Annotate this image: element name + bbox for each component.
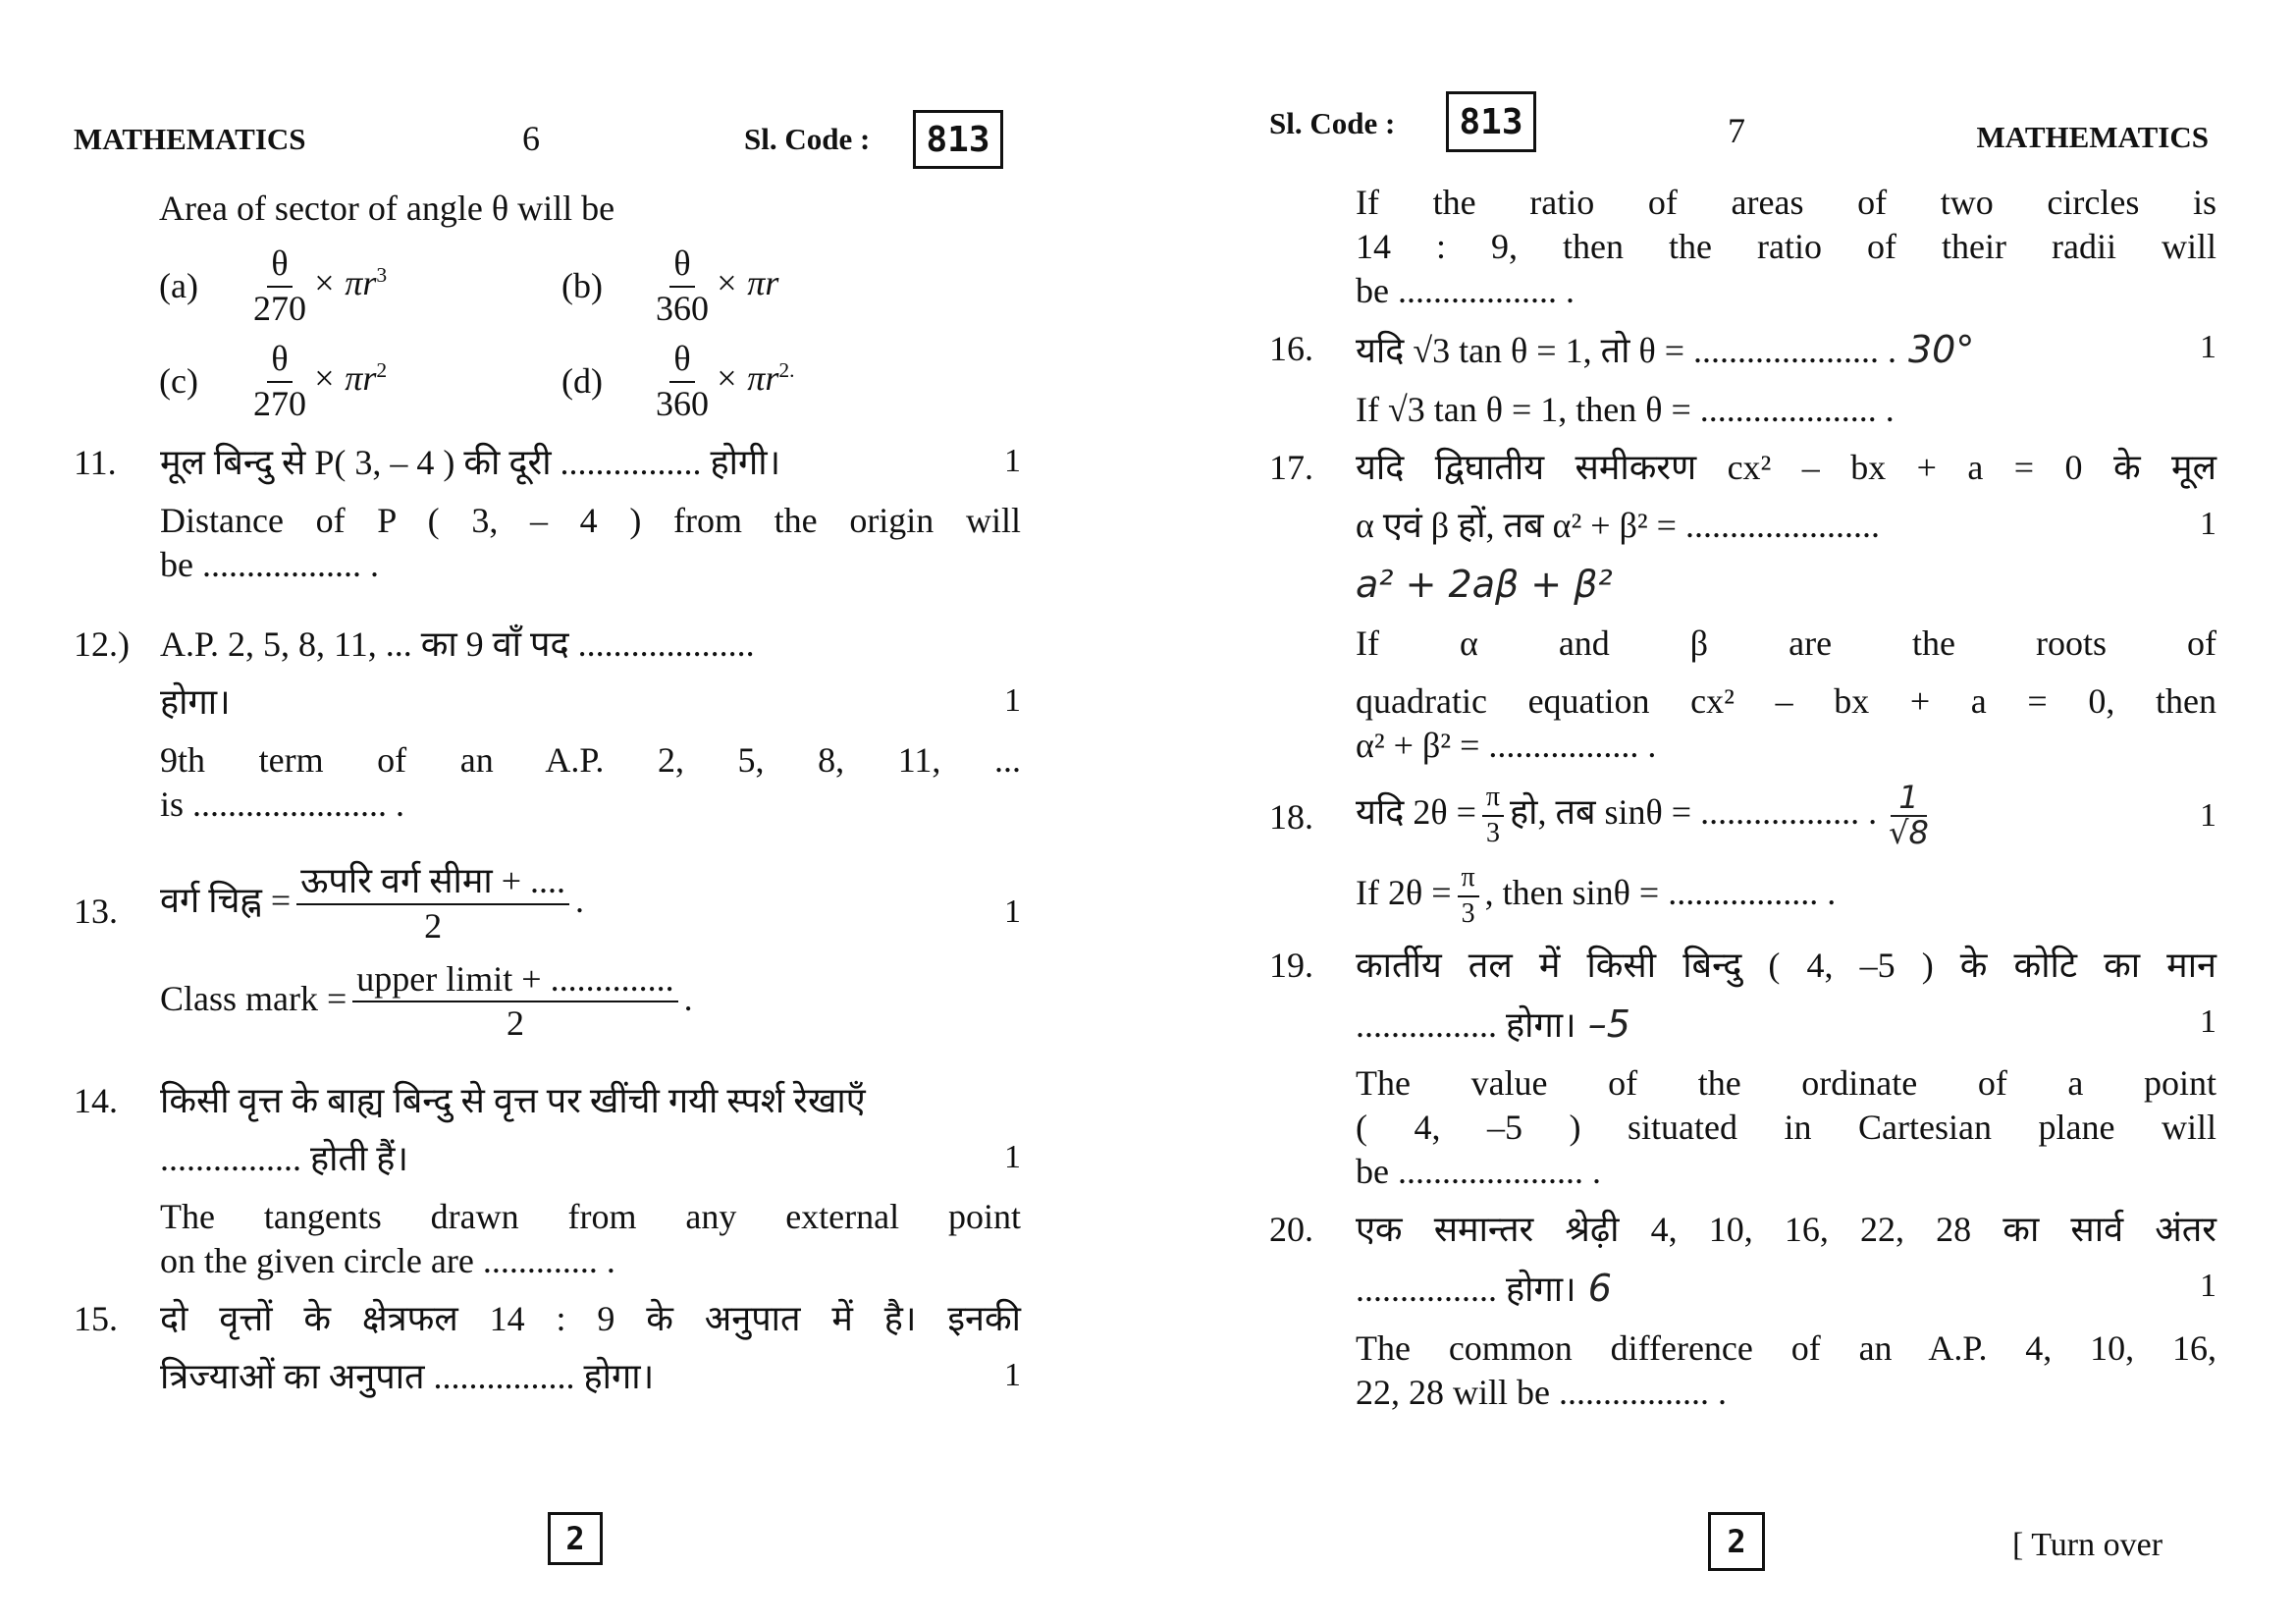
- question-11: [74, 441, 1021, 601]
- marks: 1: [2200, 797, 2216, 834]
- question-17: [1269, 446, 2216, 783]
- question-number: 12.): [74, 624, 130, 665]
- question-english-cont: , then sinθ = ................. .: [1484, 873, 1837, 913]
- q10-stem: Area of sector of angle θ will be: [159, 189, 615, 228]
- question-english-cont: be ..................... .: [1356, 1152, 1601, 1192]
- term: × πr: [312, 358, 377, 399]
- class-mark-label-hindi: वर्ग चिह्न =: [160, 881, 292, 921]
- question-hindi: किसी वृत्त के बाह्य बिन्दु से वृत्त पर खींची गयी स्पर्श रेखाएँ: [160, 1080, 866, 1120]
- question-english: The tangents drawn from any external point: [160, 1196, 1021, 1236]
- term: × πr: [312, 262, 377, 302]
- question-18: [1269, 779, 2216, 944]
- term: × πr: [715, 262, 779, 302]
- question-english-cont: is ...................... .: [160, 785, 405, 825]
- denominator: 270: [253, 288, 306, 328]
- question-hindi: मूल बिन्दु से P( 3, – 4 ) की दूरी ................ होगी।: [160, 443, 781, 483]
- question-english: If 2θ =: [1356, 873, 1452, 913]
- question-number: 16.: [1269, 329, 1313, 368]
- question-number: 14.: [74, 1080, 118, 1120]
- numerator: θ: [267, 340, 292, 383]
- marks: 1: [1004, 443, 1021, 480]
- question-number: 17.: [1269, 447, 1313, 487]
- handwritten-answer-denominator: √8: [1889, 813, 1929, 851]
- denominator: 2: [424, 905, 443, 946]
- question-number: 20.: [1269, 1210, 1313, 1250]
- numerator: upper limit + ..............: [352, 960, 677, 1003]
- handwritten-answer: [1889, 779, 1929, 851]
- question-14: [74, 1079, 1021, 1297]
- question-hindi-cont: त्रिज्याओं का अनुपात ................ होगा।: [160, 1356, 655, 1396]
- turn-over-label: [ Turn over: [2012, 1527, 2163, 1563]
- question-hindi-cont: होगा।: [160, 682, 231, 723]
- question-english-cont: be .................. .: [160, 545, 379, 585]
- exponent: 2: [376, 358, 388, 383]
- denominator: 360: [656, 383, 709, 423]
- option-d-label: (d): [561, 361, 603, 402]
- marks: 1: [1004, 1138, 1021, 1175]
- marks: 1: [1004, 893, 1021, 931]
- question-english-cont: ( 4, –5 ) situated in Cartesian plane will: [1356, 1108, 2216, 1148]
- numerator: π: [1458, 863, 1479, 897]
- exponent: 3: [376, 262, 388, 287]
- numerator: π: [1482, 783, 1504, 817]
- code-box: 813: [1446, 91, 1536, 152]
- code-label: Sl. Code :: [744, 122, 871, 156]
- term: × πr: [715, 358, 779, 399]
- question-english-cont: on the given circle are ............. .: [160, 1240, 615, 1280]
- question-english-cont: be .................. .: [1356, 271, 1575, 310]
- exponent: 2.: [778, 358, 795, 383]
- marks: 1: [2200, 1268, 2216, 1305]
- question-hindi-cont: ................ होती हैं।: [160, 1138, 409, 1178]
- question-english: If the ratio of areas of two circles is: [1356, 183, 2216, 222]
- handwritten-answer-numerator: 1: [1891, 782, 1926, 817]
- question-hindi: यदि 2θ =: [1356, 791, 1476, 832]
- question-english-cont: 14 : 9, then the ratio of their radii will: [1356, 227, 2216, 266]
- question-english: The common difference of an A.P. 4, 10, 16,: [1356, 1327, 2216, 1368]
- left-content: [74, 187, 1021, 1413]
- fraction: [352, 960, 677, 1044]
- question-english: 9th term of an A.P. 2, 5, 8, 11, ...: [160, 740, 1021, 781]
- period: .: [683, 978, 693, 1018]
- numerator: ऊपरि वर्ग सीमा + ....: [296, 862, 569, 905]
- question-hindi: कार्तीय तल में किसी बिन्दु ( 4, –5 ) के कोटि का मान: [1356, 945, 2216, 985]
- option-b-formula: [650, 244, 964, 328]
- numerator: θ: [267, 244, 292, 288]
- question-english: If α and β are the roots of: [1356, 623, 2216, 663]
- question-10: [74, 187, 1021, 423]
- fraction: [1458, 863, 1479, 930]
- code-box: 813: [913, 110, 1003, 169]
- question-number: 15.: [74, 1298, 118, 1338]
- question-hindi: दो वृत्तों के क्षेत्रफल 14 : 9 के अनुपात में है। इनकी: [160, 1298, 1021, 1338]
- page-header: [1269, 0, 2216, 187]
- question-15: [74, 1297, 1021, 1413]
- question-12: [74, 623, 1021, 840]
- fraction-hindi: [296, 862, 569, 946]
- period: .: [575, 881, 585, 921]
- class-mark-label: Class mark =: [160, 978, 347, 1018]
- handwritten-answer: –5: [1587, 1001, 1630, 1046]
- option-c-formula: [247, 340, 561, 423]
- right-footer-page-box: 2: [1708, 1512, 1765, 1571]
- question-16: [1269, 327, 2216, 446]
- marks: 1: [2200, 505, 2216, 542]
- page-number: 7: [1728, 111, 1745, 150]
- question-20: [1269, 1208, 2216, 1429]
- question-19: [1269, 944, 2216, 1209]
- numerator: θ: [669, 244, 694, 288]
- question-13: [74, 862, 1021, 1056]
- question-hindi-cont: हो, तब sinθ = .................. .: [1510, 791, 1878, 832]
- question-english: If √3 tan θ = 1, then θ = .................... .: [1356, 389, 1895, 429]
- option-a-label: (a): [159, 266, 198, 306]
- option-c-label: (c): [159, 361, 198, 402]
- handwritten-answer: a² + 2aβ + β²: [1356, 562, 1613, 606]
- denominator: 270: [253, 383, 306, 423]
- left-footer-page-box: 2: [548, 1512, 603, 1565]
- denominator: 360: [656, 288, 709, 328]
- question-hindi-cont: α एवं β हों, तब α² + β² = ......................: [1356, 505, 1880, 545]
- fraction: [1482, 783, 1504, 849]
- marks: 1: [2200, 329, 2216, 365]
- question-hindi-cont: ................ होगा।: [1356, 1270, 1576, 1310]
- question-english: Distance of P ( 3, – 4 ) from the origin will: [160, 501, 1021, 541]
- marks: 1: [2200, 1002, 2216, 1040]
- question-number: 13.: [74, 892, 118, 932]
- question-english-cont: α² + β² = ................. .: [1356, 726, 1657, 765]
- page-number: 6: [522, 119, 540, 158]
- left-page: [74, 0, 1021, 1413]
- denominator: 3: [1485, 817, 1500, 848]
- question-number: 11.: [74, 443, 117, 483]
- handwritten-answer: 6: [1587, 1267, 1612, 1311]
- question-english-cont: quadratic equation cx² – bx + a = 0, then: [1356, 681, 2216, 721]
- subject-header: MATHEMATICS: [1976, 120, 2209, 154]
- right-page: [1269, 0, 2216, 1429]
- question-english-cont: 22, 28 will be ................. .: [1356, 1372, 1727, 1412]
- question-number: 19.: [1269, 945, 1313, 985]
- question-number: 18.: [1269, 797, 1313, 837]
- question-hindi: A.P. 2, 5, 8, 11, ... का 9 वाँ पद ....................: [160, 624, 755, 665]
- question-hindi: यदि द्विघातीय समीकरण cx² – bx + a = 0 के मूल: [1356, 447, 2216, 487]
- option-b-label: (b): [561, 266, 603, 306]
- question-hindi: यदि √3 tan θ = 1, तो θ = ..................... .: [1356, 331, 1896, 370]
- code-label: Sl. Code :: [1269, 106, 1396, 140]
- page-header: [74, 0, 1021, 187]
- denominator: 3: [1461, 897, 1475, 929]
- question-hindi-cont: ................ होगा।: [1356, 1004, 1576, 1045]
- marks: 1: [1004, 682, 1021, 720]
- numerator: θ: [669, 340, 694, 383]
- question-hindi: एक समान्तर श्रेढ़ी 4, 10, 16, 22, 28 का सार्व अंतर: [1356, 1210, 2216, 1250]
- handwritten-answer: 30°: [1908, 328, 1975, 371]
- option-d-formula: [650, 340, 964, 423]
- marks: 1: [1004, 1356, 1021, 1393]
- right-content: [1269, 181, 2216, 1429]
- q10-options: [159, 244, 1021, 423]
- subject-header: MATHEMATICS: [74, 122, 306, 156]
- question-15-english: [1269, 181, 2216, 327]
- option-a-formula: [247, 244, 561, 328]
- question-english: The value of the ordinate of a point: [1356, 1063, 2216, 1104]
- denominator: 2: [506, 1003, 524, 1044]
